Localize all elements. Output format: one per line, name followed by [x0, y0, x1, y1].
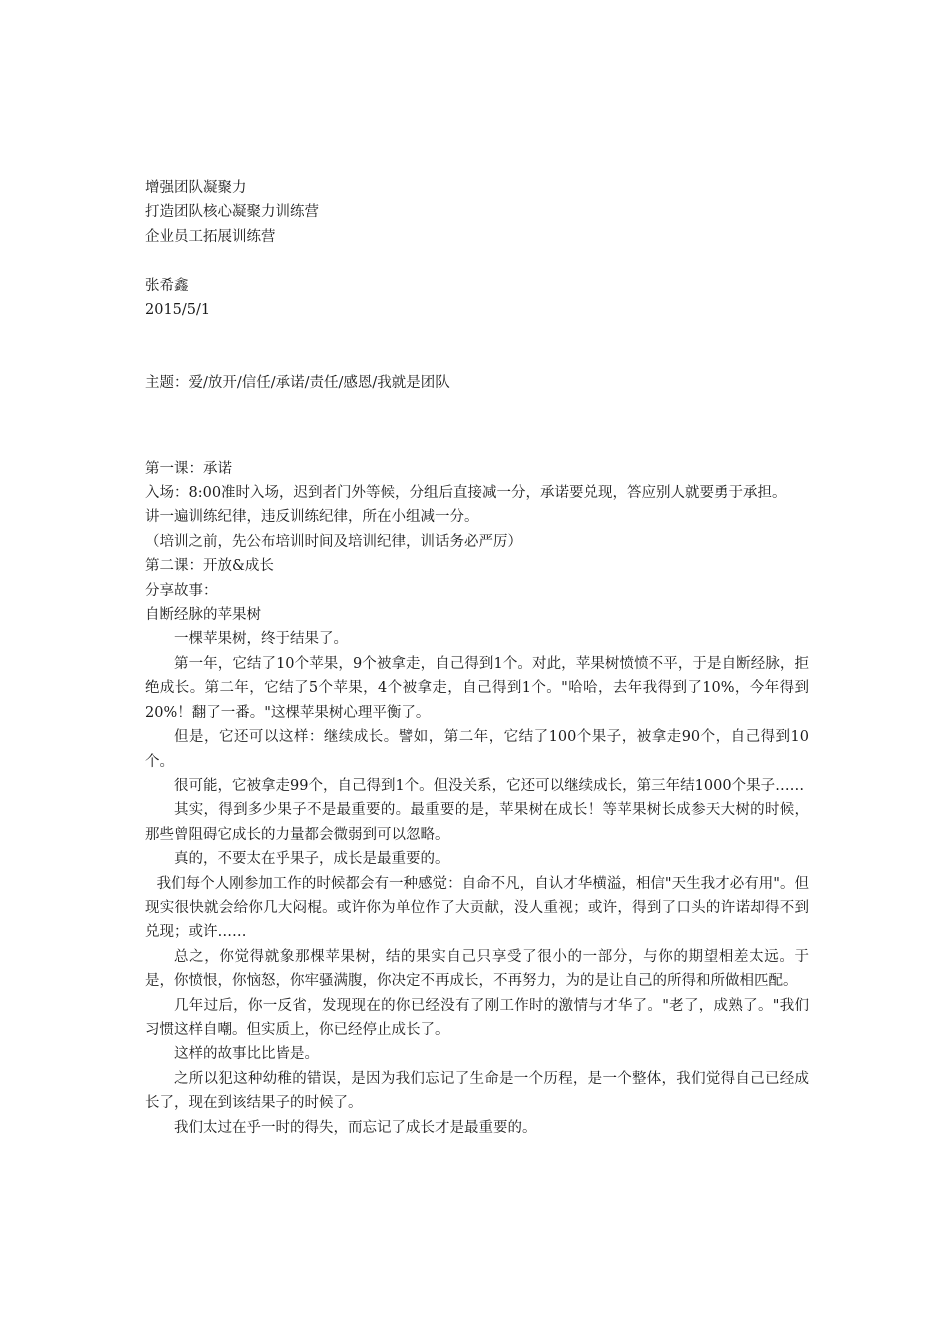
lesson1-entry-rules: 入场：8:00准时入场，迟到者门外等候，分组后直接减一分，承诺要兑现，答应别人就要勇于承担。	[145, 485, 787, 502]
lesson2-heading: 第二课：开放&成长	[145, 558, 274, 575]
doc-date: 2015/5/1	[145, 302, 211, 319]
story-paragraph: 几年过后，你一反省，发现现在的你已经没有了刚工作时的激情与才华了。"老了，成熟了。"我们习惯这样自嘲。但实质上，你已经停止成长了。	[145, 997, 809, 1038]
story-paragraph: 我们每个人刚参加工作的时候都会有一种感觉：自命不凡，自认才华横溢，相信"天生我才必有用"。但现实很快就会给你几大闷棍。或许你为单位作了大贡献，没人重视；或许，得到了口头的许诺却得不到兑现；或许……	[145, 875, 809, 941]
story-paragraph: 真的，不要太在乎果子，成长是最重要的。	[174, 851, 450, 868]
doc-theme: 主题：爱/放开/信任/承诺/责任/感恩/我就是团队	[145, 375, 450, 392]
lesson1-note: （培训之前，先公布培训时间及培训纪律，训话务必严厉）	[145, 533, 522, 550]
story-paragraph: 很可能，它被拿走99个，自己得到1个。但没关系，它还可以继续成长，第三年结1000个果子……	[174, 777, 805, 794]
doc-title: 增强团队凝聚力	[145, 180, 247, 196]
doc-subtitle: 打造团队核心凝聚力训练营	[145, 204, 319, 221]
lesson1-heading: 第一课：承诺	[145, 460, 232, 477]
spacer	[145, 249, 809, 273]
doc-author: 张希鑫	[145, 277, 189, 294]
story-title: 自断经脉的苹果树	[145, 607, 261, 624]
lesson1-discipline: 讲一遍训练纪律，违反训练纪律，所在小组减一分。	[145, 509, 479, 526]
share-label: 分享故事：	[145, 582, 218, 599]
story-paragraph: 我们太过在乎一时的得失，而忘记了成长才是最重要的。	[174, 1119, 537, 1136]
spacer	[145, 396, 809, 457]
story-paragraph: 第一年，它结了10个苹果，9个被拿走，自己得到1个。对此，苹果树愤愤不平，于是自断经脉，拒绝成长。第二年，它结了5个苹果，4个被拿走，自己得到1个。"哈哈，去年我得到了10%，今年得到20%！翻了一番。"这棵苹果树心理平衡了。	[145, 655, 809, 721]
story-paragraph: 一棵苹果树，终于结果了。	[174, 631, 348, 648]
document-page	[145, 176, 809, 1140]
story-paragraph: 但是，它还可以这样：继续成长。譬如，第二年，它结了100个果子，被拿走90个，自己得到10个。	[145, 729, 809, 770]
story-paragraph: 之所以犯这种幼稚的错误，是因为我们忘记了生命是一个历程，是一个整体，我们觉得自己已经成长了，现在到该结果子的时候了。	[145, 1070, 809, 1112]
story-paragraph: 这样的故事比比皆是。	[174, 1046, 319, 1063]
story-paragraph: 其实，得到多少果子不是最重要的。最重要的是，苹果树在成长！等苹果树长成参天大树的时候，那些曾阻碍它成长的力量都会微弱到可以忽略。	[145, 802, 809, 843]
doc-subtitle-2: 企业员工拓展训练营	[145, 228, 276, 245]
spacer	[145, 322, 809, 371]
story-paragraph: 总之，你觉得就象那棵苹果树，结的果实自己只享受了很小的一部分，与你的期望相差太远。于是，你愤恨，你恼怒，你牢骚满腹，你决定不再成长，不再努力，为的是让自己的所得和所做相匹配。	[145, 948, 809, 990]
